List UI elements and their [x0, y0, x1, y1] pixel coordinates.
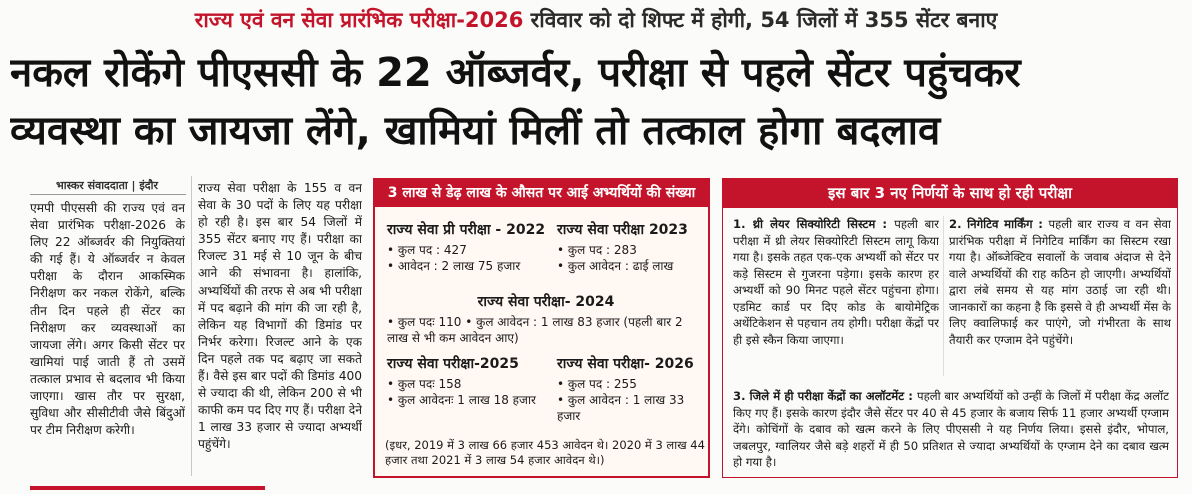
exam-2023: [557, 220, 707, 274]
exam-2022-posts: • कुल पद : 427: [387, 243, 467, 257]
kicker-rest: रविवार को दो शिफ्ट में होगी, 54 जिलों में 355 सेंटर बनाए: [523, 8, 998, 32]
decision-1-text: पहली बार परीक्षा में थ्री लेयर सिक्योरिटी सिस्टम लागू किया गया है। इसके तहत एक-एक अभ्यर्थी को सेंटर पर कड़े सिस्टम से गुजरना पड़ेगा। इसके कारण हर अभ्यर्थी को 90 मिनट पहले सेंटर पहुंचना होगा। एडमिट कार्ड पर दिए कोड के बायोमेट्रिक अथेंटिकेशन से पहचान तय होगी। परीक्षा केंद्रों पर ही इसे स्कैन किया जाएगा।: [733, 217, 939, 347]
decisions-divider: [943, 216, 944, 376]
decision-3-label: 3. जिले में ही परीक्षा केंद्रों का अलॉटमेंट :: [733, 389, 917, 403]
exam-2024-details: • कुल पदः 110 • कुल आवेदन : 1 लाख 83 हजार (पहली बार 2 लाख से भी कम आवेदन आए): [387, 315, 683, 345]
exam-2025-applications: • कुल आवेदनः 1 लाख 18 हजार: [387, 393, 536, 407]
article-column-1: एमपी पीएससी की राज्य एवं वन सेवा प्रारंभिक परीक्षा-2026 के लिए 22 ऑब्जर्वर की नियुक्तियां की गई हैं। ये ऑब्जर्वर न केवल परीक्षा के दौरान आकस्मिक निरीक्षण कर नकल रोकेंगे, बल्कि तीन दिन पहले ही सेंटर का निरीक्षण कर व्यवस्थाओं का जायजा लेंगे। अगर किसी सेंटर पर खामियां पाई जाती हैं तो उसमें तत्काल प्रभाव से बदलाव भी किया जाएगा। खास तौर पर सुरक्षा, सुविधा और सीसीटीवी जैसे बिंदुओं पर टीम निरीक्षण करेगी।: [30, 201, 185, 438]
new-decisions-box: [722, 178, 1178, 478]
exam-2022: [387, 220, 552, 274]
byline: भास्कर संवाददाता | इंदौर: [56, 179, 158, 192]
decision-2-text: पहली बार राज्य व वन सेवा प्रारंभिक परीक्षा में निगेटिव मार्किंग का सिस्टम रखा गया है। ऑब्जेक्टिव सवालों के जवाब अंदाज से देने वाले अभ्यर्थियों की राह कठिन हो जाएगी। अभ्यर्थियों द्वारा लंबे समय से यह मांग उठाई जा रही थी। जानकारों का कहना है कि इससे वे ही अभ्यर्थी मेंस के लिए क्वालिफाई कर पाएंगे, जो गंभीरता के साथ तैयारी कर एग्जाम देने पहुंचेंगे।: [949, 217, 1171, 347]
exam-2025-title: राज्य सेवा परीक्षा-2025: [387, 356, 519, 372]
exam-2025: [387, 354, 552, 408]
column-divider: [191, 176, 192, 476]
decision-point-2: [949, 216, 1171, 382]
exam-2023-title: राज्य सेवा परीक्षा 2023: [557, 222, 688, 238]
headline-line-1: नकल रोकेंगे पीएससी के 22 ऑब्जर्वर, परीक्षा से पहले सेंटर पहुंचकर: [10, 50, 1021, 96]
exam-2026-applications: • कुल आवेदन : 1 लाख 33 हजार: [557, 393, 685, 423]
applicant-stats-box: [373, 178, 710, 478]
bottom-accent-rule: [30, 486, 265, 490]
stats-box-title: 3 लाख से डेढ़ लाख के औसत पर आई अभ्यर्थियों की संख्या: [375, 180, 708, 207]
decision-1-label: 1. थ्री लेयर सिक्योरिटी सिस्टम :: [733, 217, 895, 231]
exam-2024-title: राज्य सेवा परीक्षा- 2024: [477, 294, 615, 310]
exam-2023-posts: • कुल पद : 283: [557, 243, 637, 257]
decisions-box-body: [722, 208, 1178, 478]
decision-point-1: [733, 216, 939, 382]
main-headline: [10, 44, 1186, 160]
kicker-headline: [0, 0, 1192, 40]
exam-2024: [387, 292, 705, 346]
headline-line-2: व्यवस्था का जायजा लेंगे, खामियां मिलीं तो तत्काल होगा बदलाव: [10, 108, 941, 154]
stats-footnote: (इधर, 2019 में 3 लाख 66 हजार 453 आवेदन थे। 2020 में 3 लाख 44 हजार तथा 2021 में 3 लाख 54 हजार आवेदन थे।): [385, 438, 705, 467]
article-column-2: राज्य सेवा परीक्षा के 155 व वन सेवा के 30 पदों के लिए यह परीक्षा हो रही है। इस बार 54 जिलों में 355 सेंटर बनाए गए हैं। परीक्षा का रिजल्ट 31 मई से 10 जून के बीच आने की संभावना है। हालांकि, अभ्यर्थियों की तरफ से अब भी परीक्षा में पद बढ़ाने की मांग की जा रही है, लेकिन यह विभागों की डिमांड पर निर्भर करेगा। रिजल्ट आने के एक दिन पहले तक पद बढ़ाए जा सकते हैं। वैसे इस बार पदों की डिमांड 400 से ज्यादा की थी, लेकिन 200 से भी काफी कम पद दिए गए हैं। परीक्षा देने 1 लाख 33 हजार से ज्यादा अभ्यर्थी पहुंचेंगे।: [198, 181, 362, 452]
decision-point-3: [733, 388, 1169, 474]
exam-2023-applications: • कुल आवेदन : ढाई लाख: [557, 259, 674, 273]
exam-2026-title: राज्य सेवा परीक्षा- 2026: [557, 356, 694, 372]
kicker-highlight: राज्य एवं वन सेवा प्रारंभिक परीक्षा-2026: [194, 8, 524, 32]
decisions-box-title: इस बार 3 नए निर्णयों के साथ हो रही परीक्षा: [722, 178, 1178, 208]
decision-3-text: पहली बार अभ्यर्थियों को उन्हीं के जिलों में परीक्षा केंद्र अलॉट किए गए हैं। इसके कारण इंदौर जैसे सेंटर पर 40 से 45 हजार के बजाय सिर्फ 11 हजार अभ्यर्थी एग्जाम देंगे। कोचिंगों के दबाव को खत्म करने के लिए पीएससी ने यह निर्णय लिया। इससे इंदौर, भोपाल, जबलपुर, ग्वालियर जैसे बड़े शहरों में ही 50 प्रतिशत से ज्यादा अभ्यर्थियों के एग्जाम देने का दबाव खत्म हो गया है।: [733, 389, 1169, 469]
exam-2026-posts: • कुल पद : 255: [557, 377, 637, 391]
exam-2026: [557, 354, 707, 424]
exam-2022-applications: • आवेदन : 2 लाख 75 हजार: [387, 259, 521, 273]
exam-2025-posts: • कुल पदः 158: [387, 377, 462, 391]
decision-2-label: 2. निगेटिव मार्किंग :: [949, 217, 1049, 231]
exam-2022-title: राज्य सेवा प्री परीक्षा - 2022: [387, 222, 546, 238]
byline-divider: [30, 194, 186, 195]
